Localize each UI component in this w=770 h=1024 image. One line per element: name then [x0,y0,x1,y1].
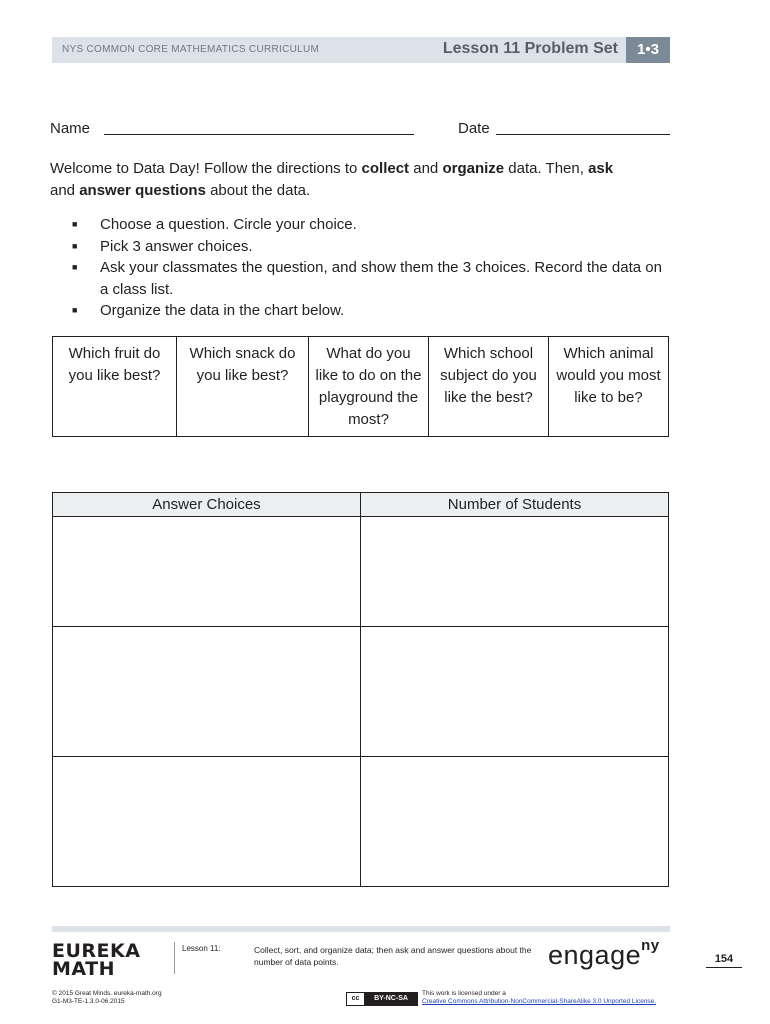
page-number: 154 [706,953,742,968]
name-line[interactable] [104,134,414,135]
logo-line-1: EUREKA [52,940,141,962]
intro-collect: collect [361,160,410,177]
student-count-cell[interactable] [361,757,669,887]
cc-license-type: BY-NC-SA [365,993,417,1005]
date-label: Date [458,120,490,137]
creative-commons-badge-icon [346,992,418,1006]
bullet-square-icon: ■ [72,240,78,251]
intro-text-1: Welcome to Data Day! Follow the directions to [50,160,362,177]
header-bar [52,37,670,63]
logo-line-2: MATH [52,958,115,980]
date-line[interactable] [496,134,670,135]
question-fruit[interactable]: Which fruit do you like best? [53,337,177,436]
license-notice [422,990,656,1006]
license-link[interactable]: Creative Commons Attribution-NonCommercial-ShareAlike 3.0 Unported License. [422,998,657,1005]
question-playground[interactable]: What do you like to do on the playground the most? [309,337,429,436]
intro-paragraph: Welcome to Data Day! Follow the directions to collect and organize data. Then, ask and answer questions about the data. [50,160,614,199]
ny-text: ny [641,937,660,954]
question-school-subject[interactable]: Which school subject do you like the best? [429,337,549,436]
list-item [72,257,662,300]
intro-organize: organize [442,160,505,177]
question-animal[interactable]: Which animal would you most like to be? [556,345,661,406]
grade-module-badge: 1•3 [626,37,670,63]
license-text: This work is licensed under a [422,990,506,997]
bullet-text: Choose a question. Circle your choice. [100,216,357,233]
bullet-square-icon: ■ [72,219,78,229]
answer-choice-cell[interactable] [53,757,361,887]
intro-text-3: data. Then, [504,160,589,177]
table-row [53,517,669,627]
table-row [53,757,669,887]
list-item [72,300,662,322]
copyright-line-1: © 2015 Great Minds. eureka-math.org [52,990,162,997]
engage-text: engage [548,940,642,970]
footer-lesson-label: Lesson 11: [182,944,221,953]
table-header-row [53,493,669,517]
data-table [52,492,669,887]
engage-ny-logo [548,937,660,971]
table-row [53,627,669,757]
number-of-students-header: Number of Students [361,493,669,517]
question-snack[interactable]: Which snack do you like best? [177,337,309,436]
eureka-math-logo [52,942,140,978]
cc-symbol: cc [347,993,365,1005]
student-count-cell[interactable] [361,517,669,627]
bullet-square-icon: ■ [72,305,78,315]
bullet-square-icon: ■ [72,262,78,272]
name-label: Name [50,120,91,137]
directions-list [72,214,662,322]
lesson-title: Lesson 11 Problem Set [442,40,618,57]
student-count-cell[interactable] [361,627,669,757]
intro-ask: ask [588,160,614,177]
footer-rule [52,926,670,932]
list-item [72,214,662,236]
intro-text-5: about the data. [205,182,311,199]
bullet-text: Organize the data in the chart below. [100,302,345,319]
intro-answer-questions: answer questions [79,182,206,199]
bullet-text: Ask your classmates the question, and show them the 3 choices. Record the data on a class list. [100,259,662,298]
copyright-line-2: G1-M3-TE-1.3.0-06.2015 [52,998,125,1005]
list-item [72,236,662,258]
answer-choice-cell[interactable] [53,627,361,757]
curriculum-title: NYS COMMON CORE MATHEMATICS CURRICULUM [62,44,320,55]
intro-text-2: and [409,160,443,177]
lesson-objective: Collect, sort, and organize data; then ask and answer questions about the number of data points. [254,945,532,967]
bullet-text: Pick 3 answer choices. [100,237,253,255]
copyright [52,990,162,1006]
footer-divider [174,942,175,974]
question-choices [52,336,669,437]
answer-choice-cell[interactable] [53,517,361,627]
answer-choices-header: Answer Choices [53,493,361,517]
